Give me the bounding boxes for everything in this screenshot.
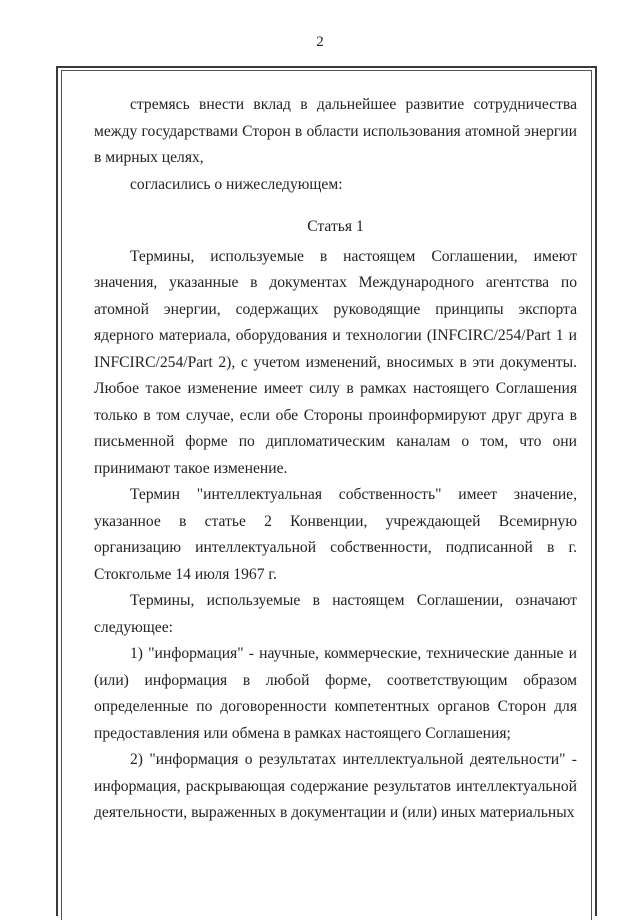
paragraph-terms-definitions: Термины, используемые в настоящем Соглашении, означают следующее: xyxy=(94,592,577,636)
document-body xyxy=(94,92,577,827)
definition-item-intellectual-results: 2) "информация о результатах интеллектуальной деятельности" - информация, раскрывающая содержание результатов интеллектуальной деятельности, выраженных в документации и (или) иных материальных xyxy=(94,751,577,821)
paragraph-terms-iaea: Термины, используемые в настоящем Соглашении, имеют значения, указанные в документах Международного агентства по атомной энергии, содержащих руководящие принципы экспорта ядерного материала, оборудования и технологии (INFCIRC/254/Part 1 и INFCIRC/254/Part 2), с учетом изменений, вносимых в эти документы. Любое такое изменение имеет силу в рамках настоящего Соглашения только в том случае, если обе Стороны проинформируют друг друга в письменной форме по дипломатическим каналам о том, что они принимают такое изменение. xyxy=(94,247,577,477)
page-number: 2 xyxy=(316,34,324,50)
paragraph-intellectual-property: Термин "интеллектуальная собственность" имеет значение, указанное в статье 2 Конвенции, учреждающей Всемирную организацию интеллектуальной собственности, подписанной в г. Стокгольме 14 июля 1967 г. xyxy=(94,486,577,583)
agreement-statement: согласились о нижеследующем: xyxy=(130,175,343,193)
article-heading: Статья 1 xyxy=(307,218,364,235)
intro-paragraph: стремясь внести вклад в дальнейшее развитие сотрудничества между государствами Сторон в области использования атомной энергии в мирных целях, xyxy=(94,96,577,166)
definition-item-information: 1) "информация" - научные, коммерческие, технические данные и (или) информация в любой форме, соответствующим образом определенные по договоренности компетентных органов Сторон для предоставления или обмена в рамках настоящего Соглашения; xyxy=(94,645,577,742)
